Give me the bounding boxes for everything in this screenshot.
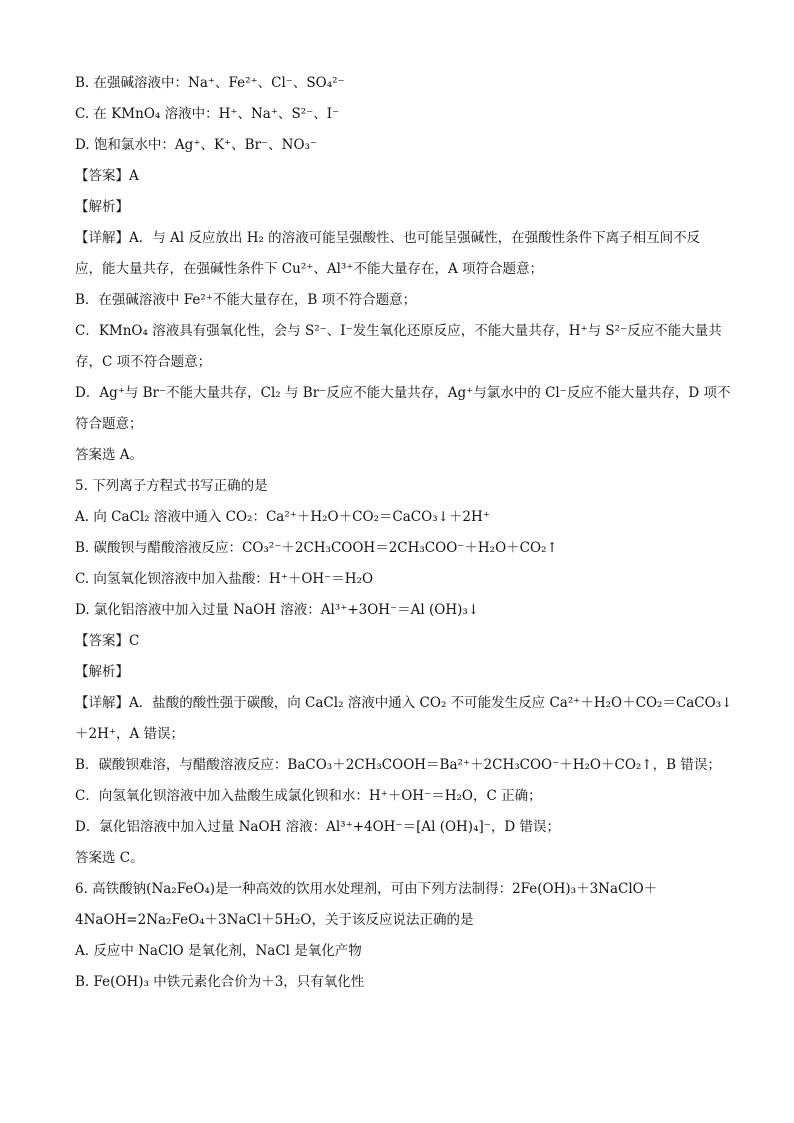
answer-label: 【答案】C <box>75 633 140 649</box>
answer-choice-line: 答案选 A。 <box>75 447 144 463</box>
q5-option-d: D. 氯化铝溶液中加入过量 NaOH 溶液：Al³⁺+3OH⁻＝Al (OH)₃↓ <box>75 602 480 618</box>
option-b-line: B. 在强碱溶液中：Na⁺、Fe²⁺、Cl⁻、SO₄²⁻ <box>75 75 345 91</box>
explanation-line: B．碳酸钡难溶，与醋酸溶液反应：BaCO₃＋2CH₃COOH＝Ba²⁺＋2CH₃COO⁻＋H₂O＋CO₂↑，B 错误； <box>75 757 721 773</box>
explanation-line: C．向氢氧化钡溶液中加入盐酸生成氯化钡和水：H⁺＋OH⁻＝H₂O，C 正确； <box>75 788 542 804</box>
explanation-line: B．在强碱溶液中 Fe²⁺不能大量存在，B 项不符合题意； <box>75 292 417 308</box>
question-5-stem: 5. 下列离子方程式书写正确的是 <box>75 478 268 494</box>
answer-choice-line: 答案选 C。 <box>75 850 144 866</box>
question-6-stem: 6. 高铁酸钠(Na₂FeO₄)是一种高效的饮用水处理剂，可由下列方法制得：2Fe(OH)₃＋3NaClO＋ <box>75 881 658 897</box>
explanation-line: ＋2H⁺，A 错误； <box>75 726 185 742</box>
analysis-label: 【解析】 <box>75 199 129 215</box>
q5-option-c: C. 向氢氧化钡溶液中加入盐酸：H⁺＋OH⁻＝H₂O <box>75 571 374 587</box>
option-d-line: D. 饱和氯水中：Ag⁺、K⁺、Br⁻、NO₃⁻ <box>75 137 318 153</box>
explanation-line: 存，C 项不符合题意； <box>75 354 212 370</box>
explanation-line: C．KMnO₄ 溶液具有强氧化性，会与 S²⁻、I⁻发生氧化还原反应，不能大量共存，H⁺与 S²⁻反应不能大量共 <box>75 323 722 339</box>
explanation-line: 【详解】A．盐酸的酸性强于碳酸，向 CaCl₂ 溶液中通入 CO₂ 不可能发生反应 Ca²⁺＋H₂O＋CO₂＝CaCO₃↓ <box>75 695 733 711</box>
q5-option-b: B. 碳酸钡与醋酸溶液反应：CO₃²⁻＋2CH₃COOH＝2CH₃COO⁻＋H₂O＋CO₂↑ <box>75 540 558 556</box>
q6-option-b: B. Fe(OH)₃ 中铁元素化合价为＋3，只有氧化性 <box>75 974 365 990</box>
explanation-line: D．Ag⁺与 Br⁻不能大量共存，Cl₂ 与 Br⁻反应不能大量共存，Ag⁺与氯水中的 Cl⁻反应不能大量共存，D 项不 <box>75 385 731 401</box>
q5-option-a: A. 向 CaCl₂ 溶液中通入 CO₂：Ca²⁺＋H₂O＋CO₂＝CaCO₃↓＋2H⁺ <box>75 509 490 525</box>
explanation-line: 【详解】A．与 Al 反应放出 H₂ 的溶液可能呈强酸性、也可能呈强碱性，在强酸性条件下离子相互间不反 <box>75 230 701 246</box>
q6-option-a: A. 反应中 NaClO 是氧化剂，NaCl 是氧化产物 <box>75 943 362 959</box>
explanation-line: 应，能大量共存，在强碱性条件下 Cu²⁺、Al³⁺不能大量存在，A 项符合题意； <box>75 261 543 277</box>
answer-label: 【答案】A <box>75 168 139 184</box>
question-6-stem-cont: 4NaOH=2Na₂FeO₄＋3NaCl＋5H₂O，关于该反应说法正确的是 <box>75 912 474 928</box>
explanation-line: D．氯化铝溶液中加入过量 NaOH 溶液：Al³⁺+4OH⁻＝[Al (OH)₄]⁻，D 错误； <box>75 819 560 835</box>
option-c-line: C. 在 KMnO₄ 溶液中：H⁺、Na⁺、S²⁻、I⁻ <box>75 106 340 122</box>
explanation-line: 符合题意； <box>75 416 143 432</box>
analysis-label: 【解析】 <box>75 664 129 680</box>
document-page <box>75 68 733 998</box>
